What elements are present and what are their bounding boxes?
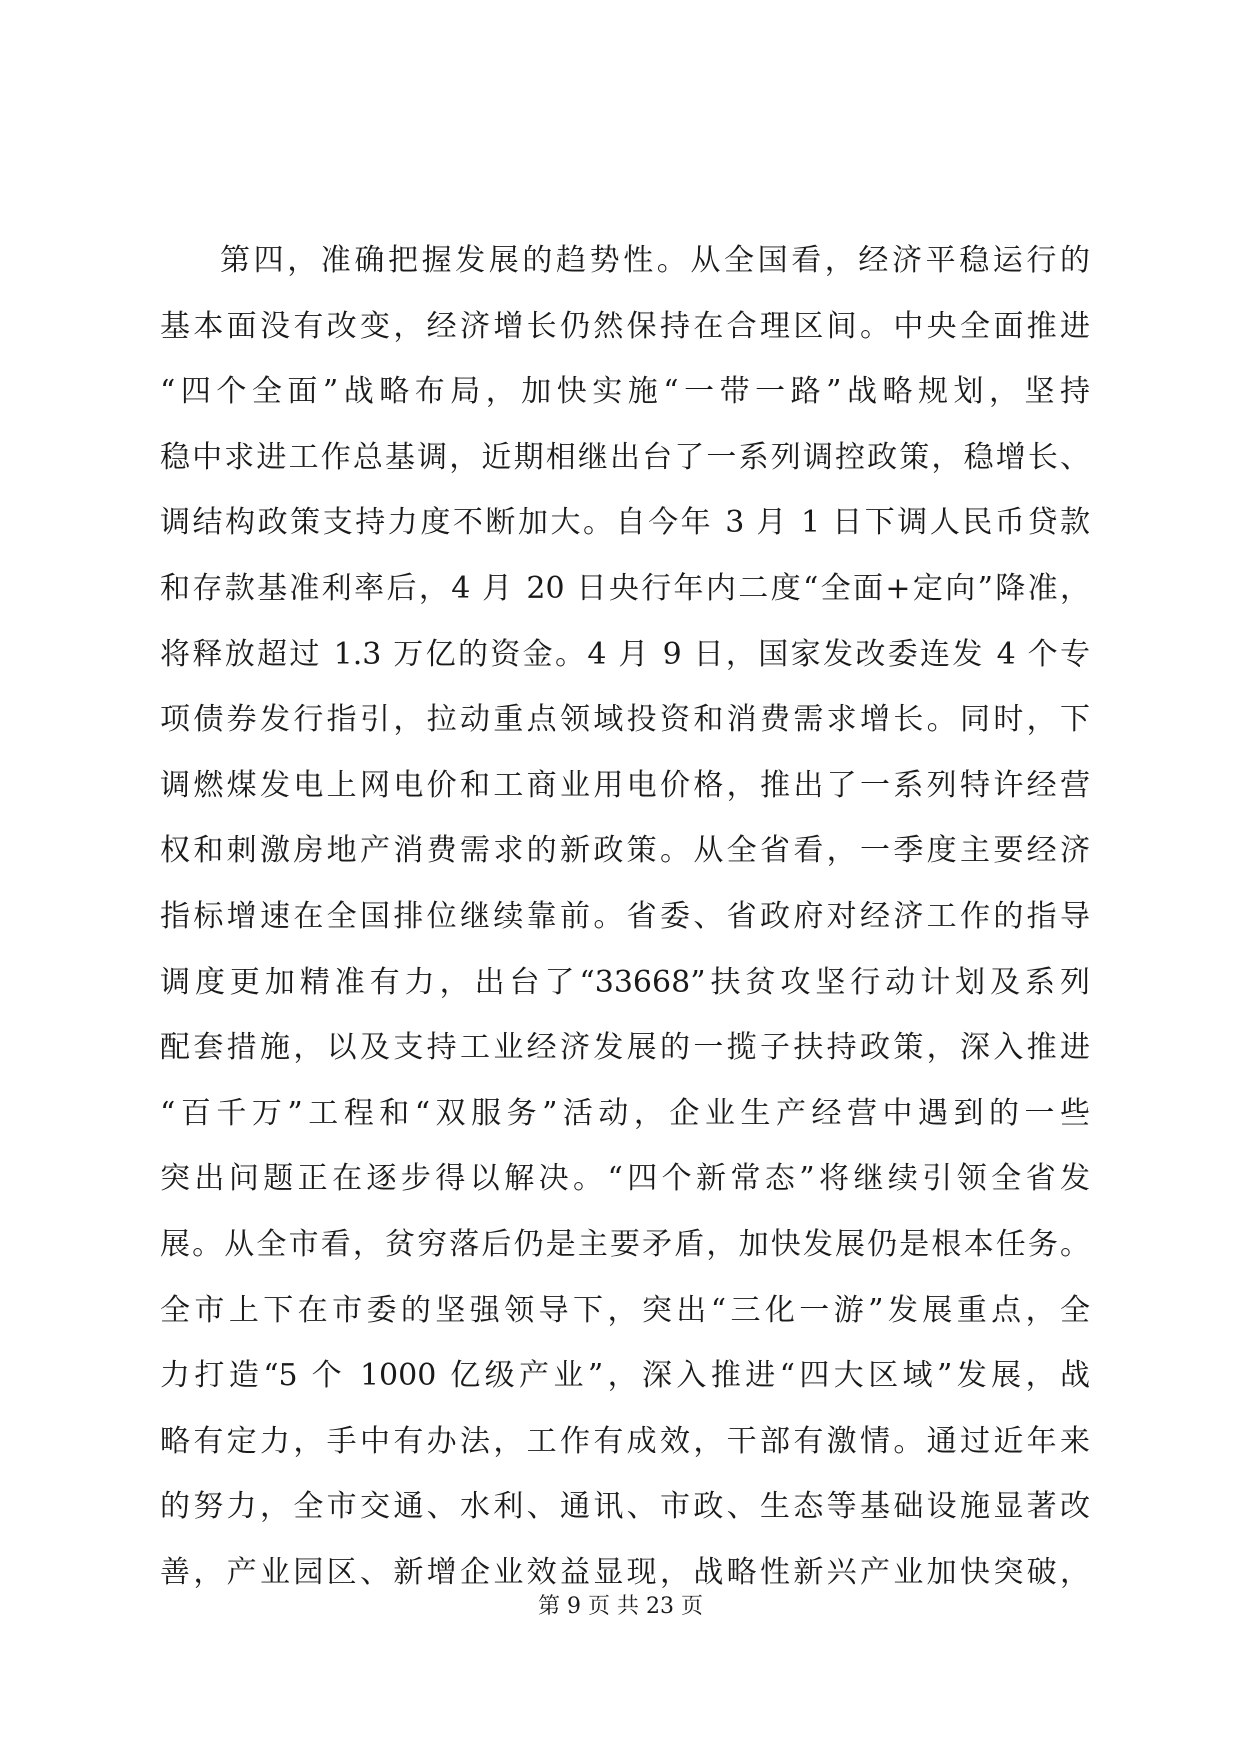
text-line: 项债券发行指引，拉动重点领域投资和消费需求增长。同时，下: [160, 702, 1090, 738]
text-line: 的努力，全市交通、水利、通讯、市政、生态等基础设施显著改: [160, 1489, 1090, 1525]
text-line: 权和刺激房地产消费需求的新政策。从全省看，一季度主要经济: [160, 833, 1090, 869]
body-paragraph: [160, 228, 1090, 1605]
text-line: 配套措施，以及支持工业经济发展的一揽子扶持政策，深入推进: [160, 1030, 1090, 1066]
text-line: “百千万”工程和“双服务”活动，企业生产经营中遇到的一些: [160, 1095, 1090, 1131]
text-line: 将释放超过 1.3 万亿的资金。4 月 9 日，国家发改委连发 4 个专: [160, 636, 1090, 672]
text-line: 力打造“5 个 1000 亿级产业”，深入推进“四大区域”发展，战: [160, 1358, 1090, 1394]
text-line: 全市上下在市委的坚强领导下，突出“三化一游”发展重点，全: [160, 1292, 1090, 1328]
text-line: “四个全面”战略布局，加快实施“一带一路”战略规划，坚持: [160, 374, 1090, 410]
text-line: 指标增速在全国排位继续靠前。省委、省政府对经济工作的指导: [160, 898, 1090, 934]
text-line: 稳中求进工作总基调，近期相继出台了一系列调控政策，稳增长、: [160, 439, 1090, 475]
text-line: 基本面没有改变，经济增长仍然保持在合理区间。中央全面推进: [160, 308, 1090, 344]
text-line: 略有定力，手中有办法，工作有成效，干部有激情。通过近年来: [160, 1423, 1090, 1459]
text-line: 和存款基准利率后，4 月 20 日央行年内二度“全面+定向”降准，: [160, 570, 1090, 606]
text-line: 第四，准确把握发展的趋势性。从全国看，经济平稳运行的: [220, 243, 1090, 278]
text-line: 善，产业园区、新增企业效益显现，战略性新兴产业加快突破，: [160, 1554, 1090, 1590]
text-line: 调燃煤发电上网电价和工商业用电价格，推出了一系列特许经营: [160, 767, 1090, 803]
page-number-footer: 第 9 页 共 23 页: [538, 1594, 703, 1619]
text-line: 调度更加精准有力，出台了“33668”扶贫攻坚行动计划及系列: [160, 964, 1090, 1000]
text-line: 突出问题正在逐步得以解决。“四个新常态”将继续引领全省发: [160, 1161, 1090, 1197]
text-line: 调结构政策支持力度不断加大。自今年 3 月 1 日下调人民币贷款: [160, 505, 1090, 541]
text-line: 展。从全市看，贫穷落后仍是主要矛盾，加快发展仍是根本任务。: [160, 1226, 1090, 1262]
